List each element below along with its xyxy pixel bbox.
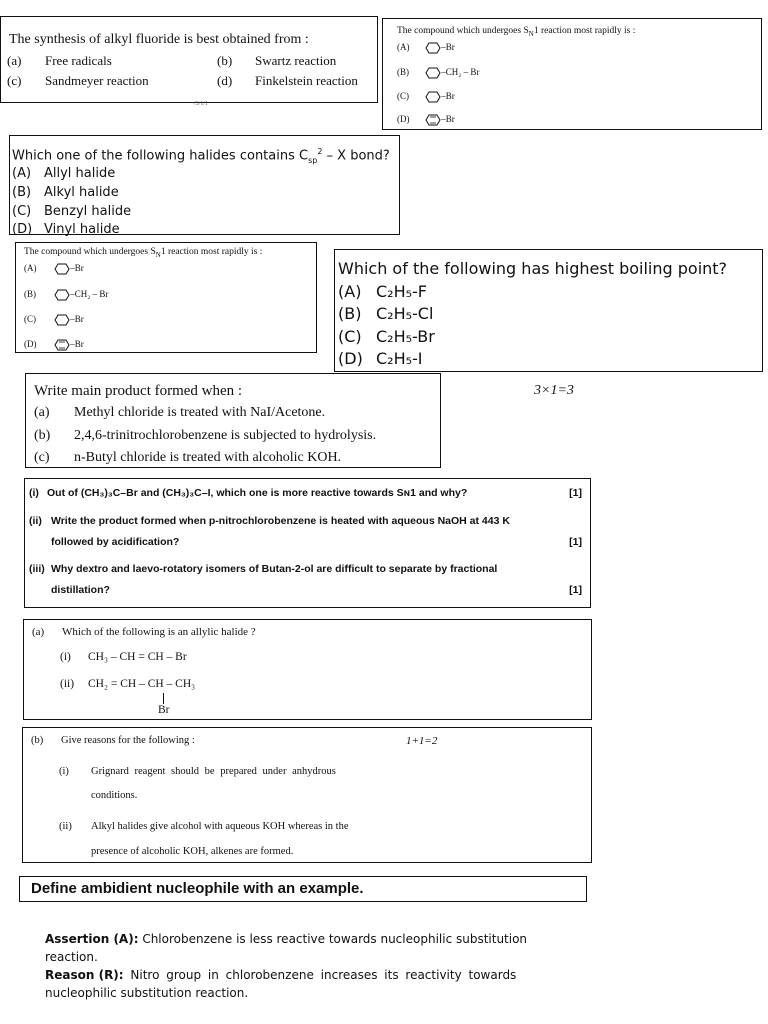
stray-mark: /3/1/1 [194, 101, 209, 107]
marks-label: 1+1=2 [406, 735, 438, 747]
benzene-ring-icon [425, 67, 441, 79]
part-ii: (ii) Write the product formed when p-nitrochlorobenzene is heated with aqueous NaOH at 443 K [29, 515, 510, 527]
option-c: (C) –Br [24, 314, 84, 325]
part-iii-cont: distillation? [51, 584, 110, 596]
cyclohexadiene-ring-icon [54, 339, 70, 351]
question-text: The compound which undergoes $S_N1$ reaction most rapidly is : [24, 247, 263, 259]
part-iii: (iii) Why dextro and laevo-rotatory isomers of Butan-2-ol are difficult to separate by fractional [29, 563, 498, 575]
assertion-cont: reaction. [45, 950, 98, 964]
option-label: (a) [7, 53, 22, 68]
marks-iii: [1] [569, 584, 582, 596]
part-i: (i) Out of (CH₃)₃C–Br and (CH₃)₃C–I, which one is more reactive towards Sɴ1 and why? [29, 487, 468, 499]
question-text: Which one of the following halides contains $C_{sp}^2$ – X bond? [12, 147, 390, 165]
reason-ii: (ii) Alkyl halides give alcohol with aqueous KOH whereas in the [59, 821, 349, 832]
question-card-ambident [19, 876, 587, 902]
reason-i: (i) Grignard reagent should be prepared under anhydrous [59, 766, 336, 777]
question-card-alkyl-fluoride [0, 16, 378, 103]
option-d: (D) –Br [24, 339, 84, 350]
option-c: (C) Benzyl halide [12, 204, 132, 219]
option-a: (A) Allyl halide [12, 166, 116, 181]
marks-ii: [1] [569, 536, 582, 548]
option-text: Finkelstein reaction [255, 73, 358, 88]
question-text: (b) Give reasons for the following : [31, 735, 195, 746]
question-card-sn1-rapid-2 [15, 242, 317, 353]
benzene-ring-icon [54, 263, 70, 275]
reason-i-cont: conditions. [91, 790, 138, 801]
question-card-boiling-point [334, 249, 763, 372]
question-text: The synthesis of alkyl fluoride is best obtained from : [9, 32, 309, 47]
part-c: (c) n-Butyl chloride is treated with alcoholic KOH. [34, 450, 342, 465]
benzene-ring-icon [54, 289, 70, 301]
question-card-sn1-rapid [382, 18, 762, 130]
option-a: (A) C₂H₅-F [338, 282, 428, 301]
branch-substituent: Br [158, 704, 170, 716]
option-text: Swartz reaction [255, 53, 337, 68]
question-text: The compound which undergoes $S_N1$ reaction most rapidly is : [397, 26, 636, 38]
option-label: (d) [217, 73, 233, 88]
part-ii-cont: followed by acidification? [51, 536, 180, 548]
question-card-csp2-halide [9, 135, 400, 235]
reason-ii-cont: presence of alcoholic KOH, alkenes are formed. [91, 846, 294, 857]
option-i: (i) CH₃ – CH = CH – Br [60, 651, 187, 663]
option-b: (B) Alkyl halide [12, 185, 119, 200]
option-text: Free radicals [45, 53, 112, 68]
question-card-main-product [25, 373, 441, 468]
option-b: (B) –CH₂ – Br [24, 289, 109, 300]
option-label: (b) [217, 53, 233, 68]
question-card-give-reasons [22, 727, 592, 863]
option-b: (B) C₂H₅-Cl [338, 304, 434, 323]
option-c: (C) C₂H₅-Br [338, 327, 435, 346]
question-text: Define ambidient nucleophile with an example. [31, 880, 364, 897]
question-text: (a) Which of the following is an allylic halide ? [32, 626, 256, 638]
option-label: (c) [7, 73, 22, 88]
option-text: Sandmeyer reaction [45, 73, 149, 88]
option-b: (B) –CH₂ – Br [397, 67, 480, 78]
option-ii: (ii) CH₂ = CH – CH – CH₃ [60, 678, 196, 690]
benzene-ring-icon [425, 42, 441, 54]
reason-cont: nucleophilic substitution reaction. [45, 986, 249, 1000]
question-text: Write main product formed when : [34, 383, 243, 399]
question-card-allylic-halide [23, 619, 592, 720]
cyclohexane-ring-icon [54, 314, 70, 326]
question-text: Which of the following has highest boiling point? [338, 259, 728, 278]
question-card-reactivity [24, 478, 591, 608]
cyclohexadiene-ring-icon [425, 114, 441, 126]
option-d: (D) C₂H₅-I [338, 349, 423, 368]
option-a: (A) –Br [397, 42, 455, 53]
marks-label: 3×1=3 [534, 383, 574, 398]
reason-line: Reason (R): Nitro group in chlorobenzene increases its reactivity towards [45, 968, 517, 982]
cyclohexane-ring-icon [425, 91, 441, 103]
option-d: (D) –Br [397, 114, 455, 125]
marks-i: [1] [569, 487, 582, 499]
assertion-line: Assertion (A): Chlorobenzene is less reactive towards nucleophilic substitution [45, 932, 528, 946]
part-a: (a) Methyl chloride is treated with NaI/Acetone. [34, 405, 326, 420]
branch-bond [163, 693, 164, 704]
option-a: (A) –Br [24, 263, 84, 274]
option-c: (C) –Br [397, 91, 455, 102]
part-b: (b) 2,4,6-trinitrochlorobenzene is subjected to hydrolysis. [34, 428, 377, 443]
option-d: (D) Vinyl halide [12, 222, 120, 237]
